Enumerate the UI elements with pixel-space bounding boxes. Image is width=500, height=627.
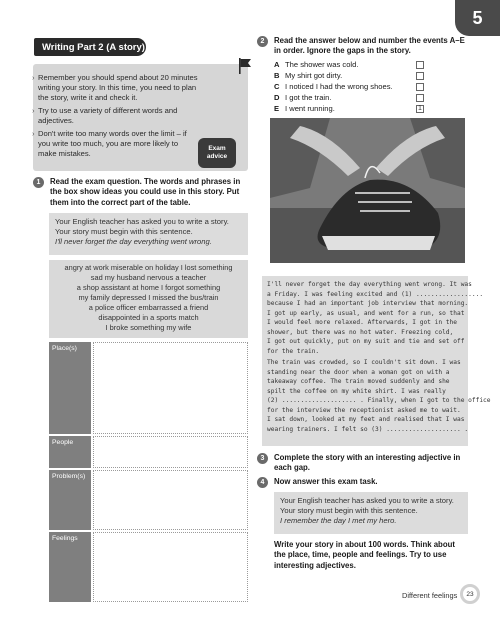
advice-bullet-2: › Try to use a variety of different words and adjectives. bbox=[38, 106, 208, 126]
story-line: I got out quickly, put on my suit and tie and set off bbox=[267, 338, 465, 345]
badge-line-1: Exam bbox=[208, 145, 226, 152]
word-box-line: I broke something my wife bbox=[105, 323, 192, 332]
story-line: I got up early, as usual, and went for a run, so that bbox=[267, 309, 465, 317]
exercise-3-number: 3 bbox=[257, 453, 268, 464]
word-box-line: a shop assistant at home I forgot something bbox=[76, 283, 221, 292]
story-line: for the interview the receptionist asked me to wait. bbox=[267, 406, 461, 414]
event-letter: D bbox=[274, 93, 280, 102]
story-line: (2) .................... . Finally, when I got to the office bbox=[267, 397, 491, 404]
table-label-problems: Problem(s) bbox=[49, 470, 91, 530]
page-number-tab: 5 bbox=[455, 0, 500, 36]
badge-line-2: advice bbox=[206, 153, 228, 160]
story-line: spilt the coffee on my white shirt. I was really bbox=[267, 387, 446, 395]
table-cell-places[interactable] bbox=[93, 342, 248, 434]
story-line: I sat down, looked at my feet and realised that I was bbox=[267, 416, 465, 423]
word-box-line: disappointed in a sports match bbox=[98, 313, 199, 322]
shoe-illustration bbox=[270, 118, 465, 263]
exercise-4-follow-up: Write your story in about 100 words. Think about the place, time, people and feelings. Try to use interesting adjectives. bbox=[274, 540, 455, 570]
story-line: The train was crowded, so I couldn't sit down. I was bbox=[267, 359, 461, 366]
table-label-places: Place(s) bbox=[49, 342, 91, 434]
answer-box[interactable]: 1 bbox=[416, 105, 424, 113]
footer-page-number: 23 bbox=[460, 584, 480, 604]
event-text: My shirt got dirty. bbox=[285, 71, 343, 80]
section-title: Writing Part 2 (A story) bbox=[34, 38, 146, 56]
answer-box[interactable] bbox=[416, 83, 424, 91]
word-box-line: angry at work miserable on holiday I lost something bbox=[64, 263, 233, 272]
event-row bbox=[274, 60, 358, 70]
word-box bbox=[49, 260, 248, 338]
event-text: The shower was cold. bbox=[285, 60, 359, 69]
exercise-4-task-box bbox=[274, 492, 468, 534]
exercise-4-task-text: Your English teacher has asked you to write a story. Your story must begin with this sentence. bbox=[280, 496, 454, 515]
exercise-4-instruction: Now answer this exam task. bbox=[274, 477, 378, 486]
table-label-people: People bbox=[49, 436, 91, 468]
story-line: standing near the door when a woman got on with a bbox=[267, 368, 450, 376]
exercise-1-task-box bbox=[49, 213, 248, 255]
word-box-line: a police officer embarrassed a friend bbox=[88, 303, 209, 312]
exercise-2-instruction: Read the answer below and number the events A–E in order. Ignore the gaps in the story. bbox=[274, 36, 465, 56]
table-cell-people[interactable] bbox=[93, 436, 248, 468]
ideas-table bbox=[49, 342, 248, 602]
table-cell-problems[interactable] bbox=[93, 470, 248, 530]
story-line: for the train. bbox=[267, 347, 320, 355]
event-text: I noticed I had the wrong shoes. bbox=[285, 82, 393, 91]
photo-tying-shoelaces bbox=[270, 118, 465, 263]
story-text-box bbox=[262, 276, 491, 446]
word-box-line: my family depressed I missed the bus/train bbox=[78, 293, 219, 302]
exercise-1-instruction: Read the exam question. The words and phrases in the box show ideas you could use in this story. Put them into the correct part of the table. bbox=[50, 177, 241, 207]
advice-bullet-3: › Don't write too many words over the limit – if you write too much, you are more likely to make mistakes. bbox=[38, 129, 188, 160]
event-letter: C bbox=[274, 82, 280, 91]
event-letter: E bbox=[274, 104, 280, 113]
event-row bbox=[274, 82, 393, 92]
story-line: I'll never forget the day everything went wrong. It was bbox=[267, 281, 472, 288]
story-line: shower, but there was no hot water. Freezing cold, bbox=[267, 328, 454, 336]
exam-advice-badge bbox=[198, 138, 236, 168]
story-line: a Friday. I was feeling excited and (1) .................. bbox=[267, 290, 484, 298]
story-line: I would feel more relaxed. Afterwards, I got in the bbox=[267, 319, 457, 326]
exercise-4-number: 4 bbox=[257, 477, 268, 488]
answer-box[interactable] bbox=[416, 72, 424, 80]
answer-box[interactable] bbox=[416, 94, 424, 102]
event-row bbox=[274, 93, 331, 103]
event-row bbox=[274, 104, 422, 114]
exercise-2-number: 2 bbox=[257, 36, 268, 47]
exercise-1-task-sentence: I'll never forget the day everything went wrong. bbox=[55, 237, 212, 246]
answer-box[interactable] bbox=[416, 61, 424, 69]
flag-icon bbox=[238, 58, 252, 74]
event-text: I got the train. bbox=[285, 93, 332, 102]
event-text: I went running. bbox=[285, 104, 335, 113]
word-box-line: sad my husband nervous a teacher bbox=[90, 273, 207, 282]
advice-bullet-1: › Remember you should spend about 20 minutes writing your story. In this time, you need to plan the story, write it and check it. bbox=[38, 73, 208, 104]
story-line: takeaway coffee. The train moved suddenly and she bbox=[267, 378, 450, 385]
table-label-feelings: Feelings bbox=[49, 532, 91, 602]
events-list bbox=[274, 60, 434, 116]
event-row bbox=[274, 71, 342, 81]
table-cell-feelings[interactable] bbox=[93, 532, 248, 602]
exercise-3-instruction: Complete the story with an interesting adjective in each gap. bbox=[274, 453, 461, 473]
exercise-4-task-sentence: I remember the day I met my hero. bbox=[280, 516, 397, 525]
exercise-1-number: 1 bbox=[33, 177, 44, 188]
event-letter: B bbox=[274, 71, 280, 80]
story-line: because I had an important job interview that morning. bbox=[267, 300, 469, 307]
event-letter: A bbox=[274, 60, 280, 69]
exercise-1-task-text: Your English teacher has asked you to write a story. Your story must begin with this sentence. bbox=[55, 217, 229, 236]
footer-unit-label: Different feelings bbox=[402, 591, 458, 600]
story-line: wearing trainers. I felt so (3) .................... . bbox=[267, 425, 469, 433]
